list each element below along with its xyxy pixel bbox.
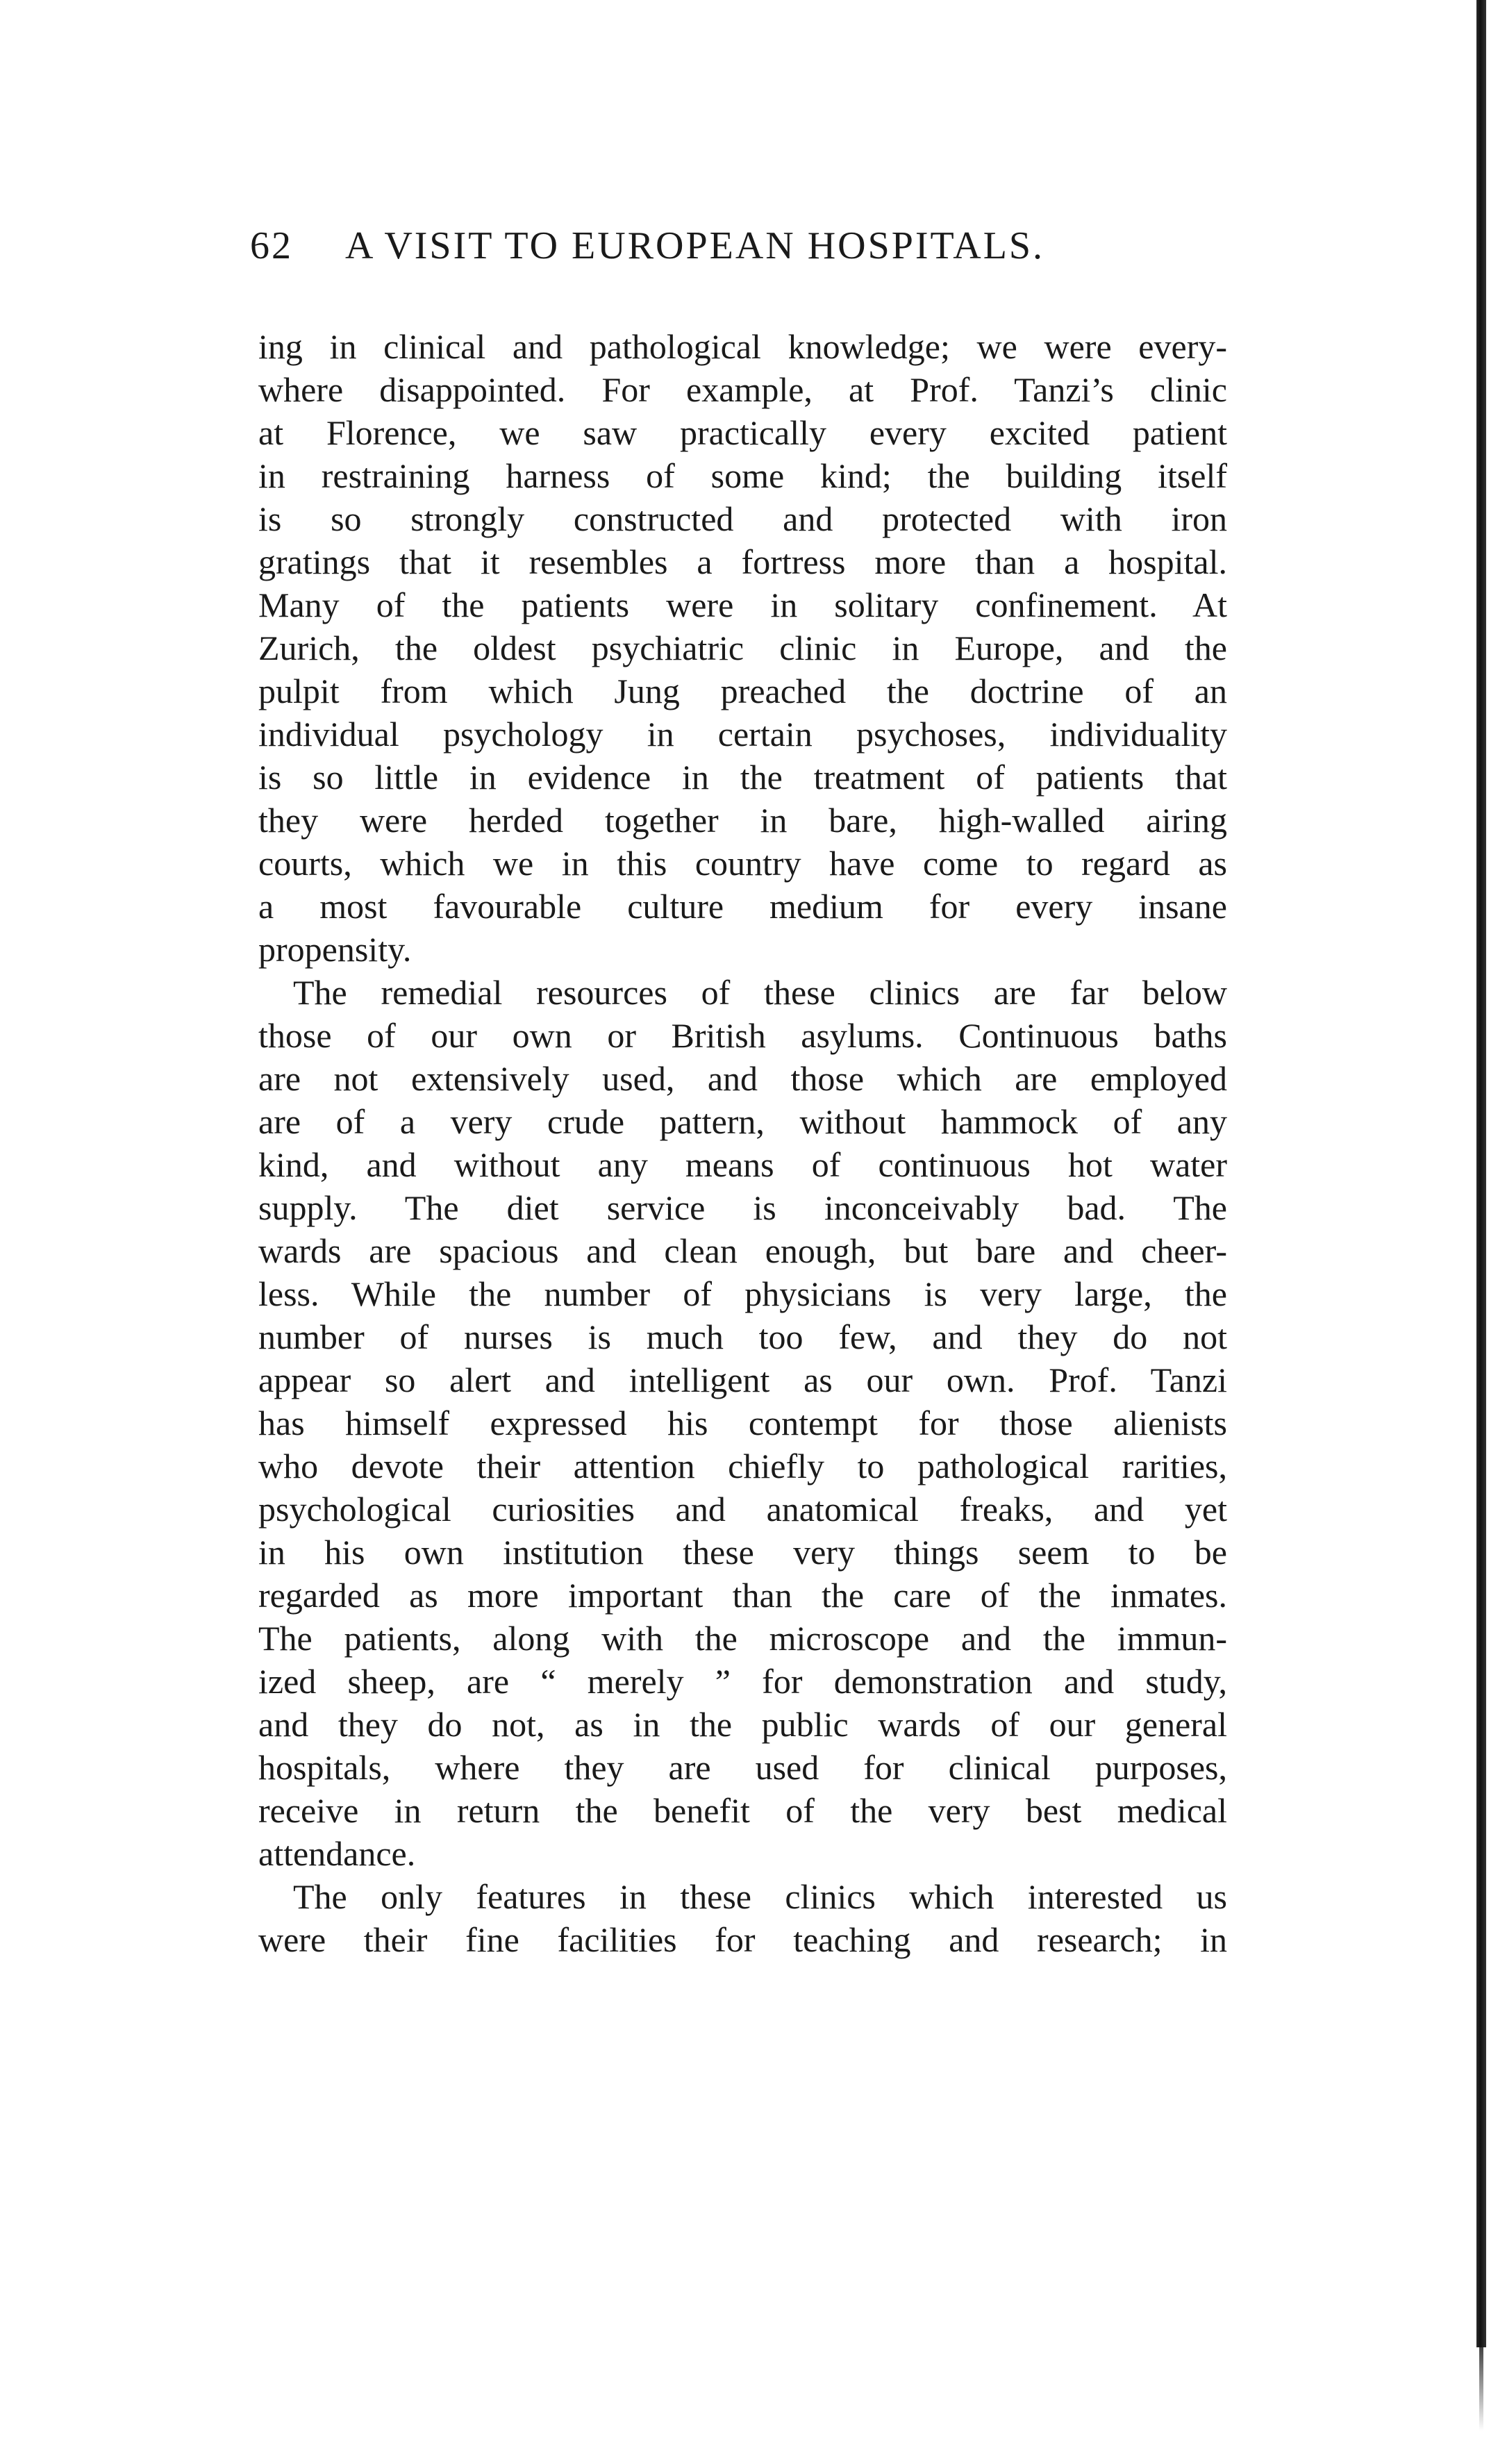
text-line: Many of the patients were in solitary confinement. At [258, 585, 1227, 624]
text-line: receive in return the benefit of the very best medical [258, 1791, 1227, 1830]
body-text [258, 325, 1227, 1961]
text-line: ized sheep, are “ merely ” for demonstration and study, [258, 1662, 1227, 1701]
text-line: number of nurses is much too few, and they do not [258, 1317, 1227, 1356]
text-line: hospitals, where they are used for clinical purposes, [258, 1748, 1227, 1787]
text-line: wards are spacious and clean enough, but bare and cheer- [258, 1231, 1227, 1270]
text-line: they were herded together in bare, high-walled airing [258, 801, 1227, 840]
text-line: appear so alert and intelligent as our own. Prof. Tanzi [258, 1360, 1227, 1399]
text-line: individual psychology in certain psychoses, individuality [258, 715, 1227, 754]
page-edge-fade [1479, 2347, 1483, 2431]
running-title: A VISIT TO EUROPEAN HOSPITALS. [345, 224, 1045, 267]
text-line: who devote their attention chiefly to pathological rarities, [258, 1447, 1227, 1485]
text-line: courts, which we in this country have come to regard as [258, 844, 1227, 883]
text-line: and they do not, as in the public wards of our general [258, 1705, 1227, 1744]
text-line: where disappointed. For example, at Prof. Tanzi’s clinic [258, 370, 1227, 409]
text-line: supply. The diet service is inconceivably bad. The [258, 1188, 1227, 1227]
text-line: ing in clinical and pathological knowledge; we were every- [258, 327, 1227, 366]
text-line: The only features in these clinics which interested us [293, 1877, 1227, 1916]
text-line: are of a very crude pattern, without hammock of any [258, 1102, 1227, 1141]
text-line: less. While the number of physicians is very large, the [258, 1274, 1227, 1313]
text-line: at Florence, we saw practically every excited patient [258, 413, 1227, 452]
text-line: gratings that it resembles a fortress more than a hospital. [258, 542, 1227, 581]
text-line: are not extensively used, and those which are employed [258, 1059, 1227, 1098]
text-line: regarded as more important than the care of the inmates. [258, 1576, 1227, 1615]
text-line: a most favourable culture medium for every insane [258, 887, 1227, 926]
text-line: propensity. [258, 930, 412, 969]
text-line: attendance. [258, 1834, 416, 1873]
text-line: in his own institution these very things seem to be [258, 1533, 1227, 1572]
text-line: kind, and without any means of continuous hot water [258, 1145, 1227, 1184]
text-line: has himself expressed his contempt for those alienists [258, 1404, 1227, 1442]
text-line: psychological curiosities and anatomical freaks, and yet [258, 1490, 1227, 1529]
text-line: in restraining harness of some kind; the building itself [258, 456, 1227, 495]
text-line: Zurich, the oldest psychiatric clinic in Europe, and the [258, 629, 1227, 667]
text-line: is so little in evidence in the treatment of patients that [258, 758, 1227, 797]
text-line: pulpit from which Jung preached the doctrine of an [258, 672, 1227, 710]
page-number: 62 [250, 224, 293, 267]
page-edge-shadow [1476, 0, 1486, 2347]
text-line: were their fine facilities for teaching and research; in [258, 1920, 1227, 1959]
text-line: The patients, along with the microscope and the immun- [258, 1619, 1227, 1658]
text-line: The remedial resources of these clinics are far below [293, 973, 1227, 1012]
text-line: is so strongly constructed and protected with iron [258, 499, 1227, 538]
text-line: those of our own or British asylums. Continuous baths [258, 1016, 1227, 1055]
running-head [250, 224, 1222, 279]
